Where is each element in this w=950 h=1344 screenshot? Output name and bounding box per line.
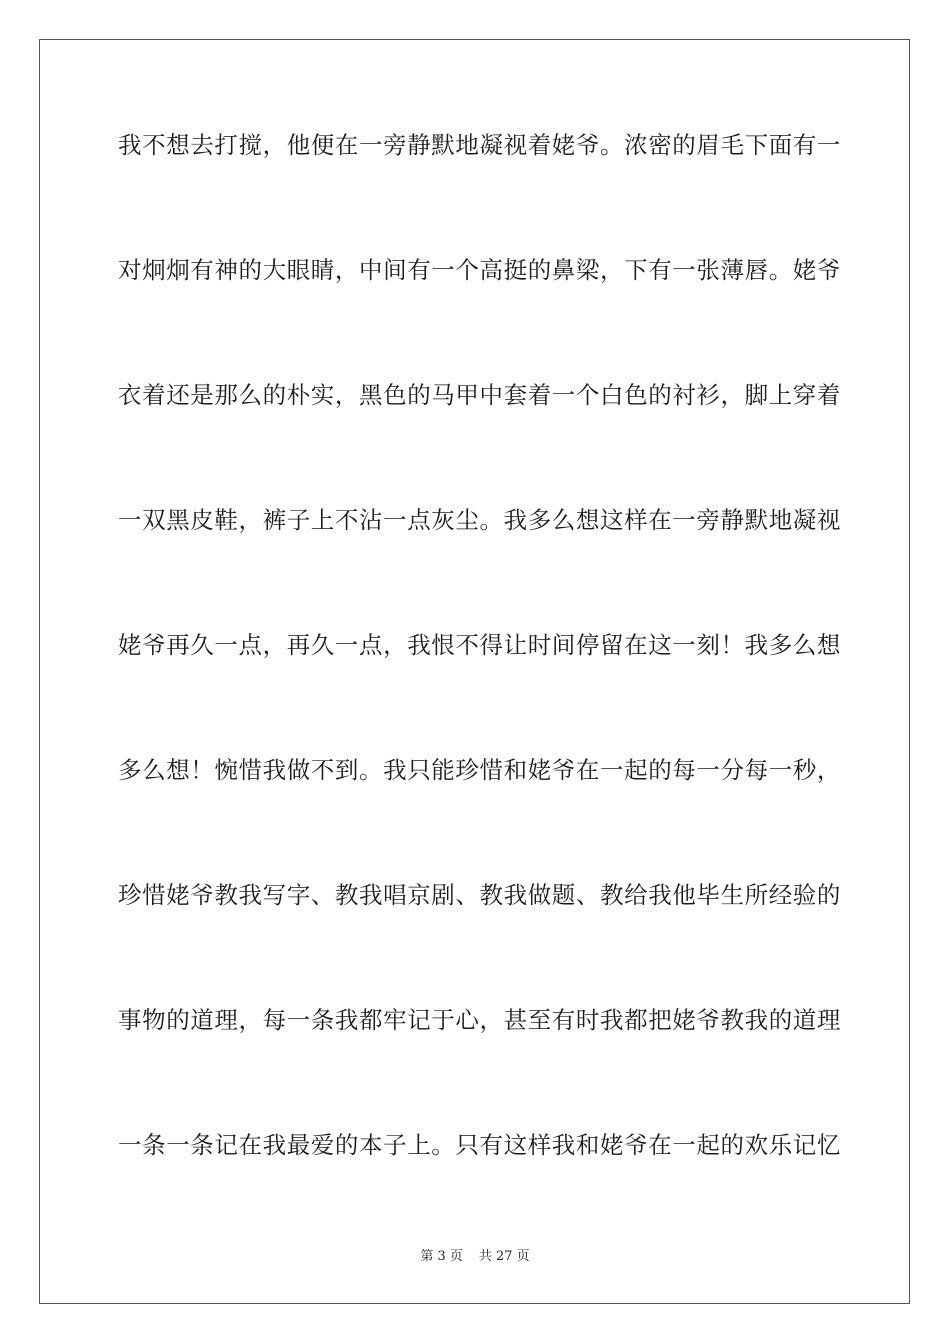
page-total: 共 27 页 (478, 1249, 530, 1264)
text-line: 珍惜姥爷教我写字、教我唱京剧、教我做题、教给我他毕生所经验的 (118, 881, 841, 909)
page-number: 第 3 页 (420, 1249, 463, 1264)
text-line: 衣着还是那么的朴实，黑色的马甲中套着一个白色的衬衫，脚上穿着 (118, 381, 841, 409)
text-line: 一双黑皮鞋，裤子上不沾一点灰尘。我多么想这样在一旁静默地凝视 (118, 506, 841, 534)
text-line: 一条一条记在我最爱的本子上。只有这样我和姥爷在一起的欢乐记忆 (118, 1131, 841, 1159)
text-line: 我不想去打搅，他便在一旁静默地凝视着姥爷。浓密的眉毛下面有一 (118, 131, 841, 159)
page-footer (0, 1245, 950, 1264)
text-line: 对炯炯有神的大眼睛，中间有一个高挺的鼻梁，下有一张薄唇。姥爷 (118, 256, 841, 284)
text-line: 多么想！惋惜我做不到。我只能珍惜和姥爷在一起的每一分每一秒， (118, 756, 841, 784)
text-line: 事物的道理，每一条我都牢记于心，甚至有时我都把姥爷教我的道理 (118, 1006, 841, 1034)
page-border (39, 39, 910, 1304)
text-line: 姥爷再久一点，再久一点，我恨不得让时间停留在这一刻！我多么想 (118, 631, 841, 659)
